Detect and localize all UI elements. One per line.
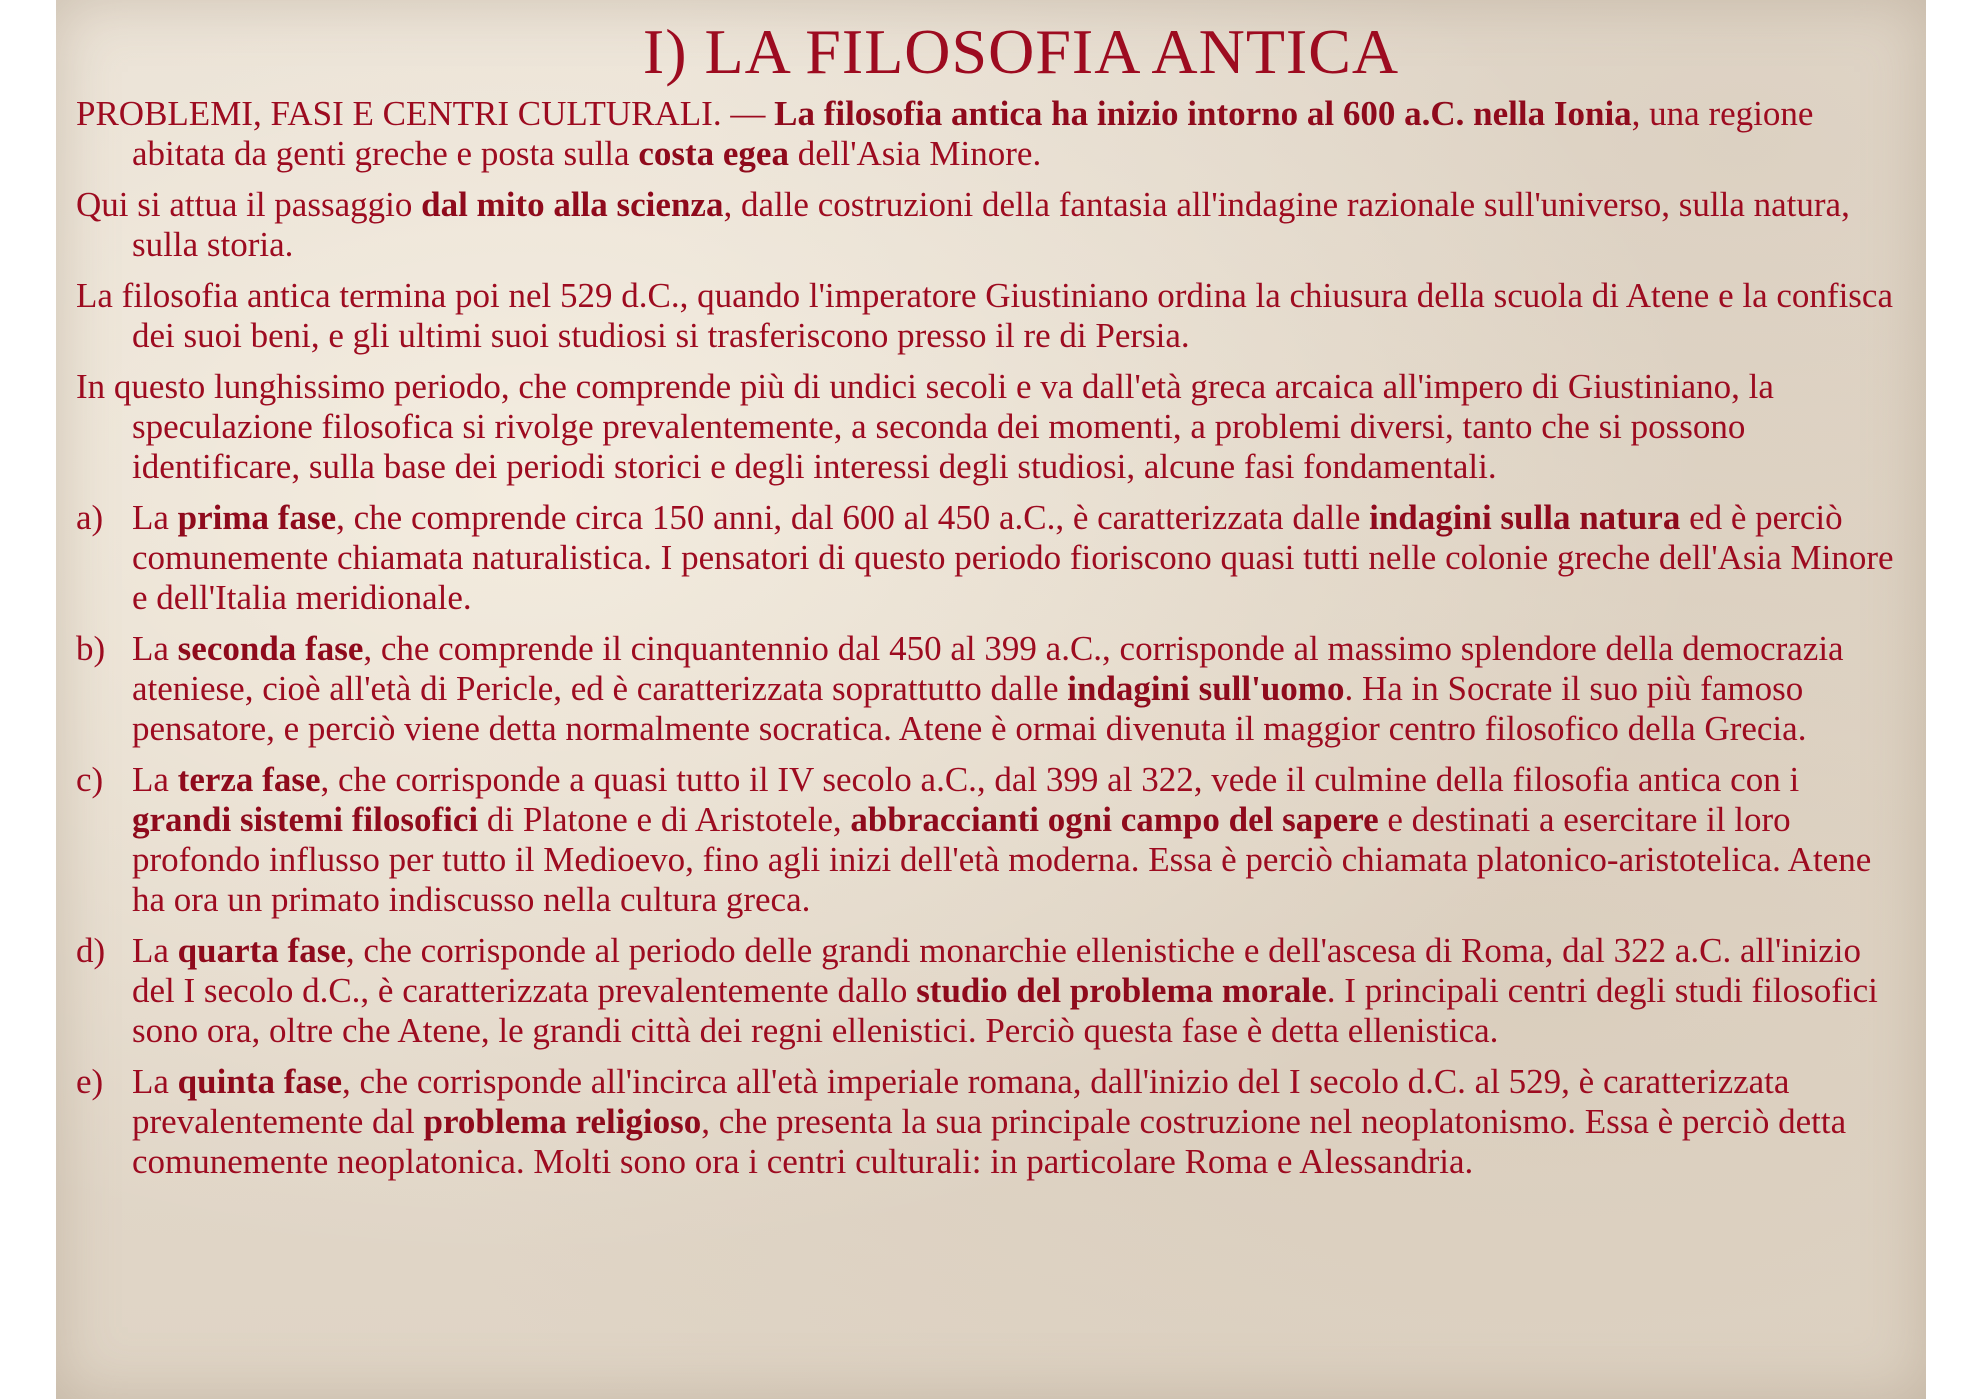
paragraph-mito-scienza bbox=[76, 185, 1906, 265]
phase-e-text-3: , che presenta la sua principale costruzione nel neoplatonismo. Essa è perciò detta comunemente neoplatonica. Molti sono ora i centri culturali: in particolare Roma e Alessandria. bbox=[132, 1102, 1847, 1181]
phase-e-text-2: , che corrisponde all'incirca all'età imperiale romana, dall'inizio del I secolo d.C. al 529, è caratterizzata prevalentemente dal bbox=[132, 1062, 1790, 1141]
phase-b-bold-2: indagini sull'uomo bbox=[1067, 669, 1345, 708]
phase-marker: d) bbox=[76, 931, 106, 970]
intro-bold-1: La filosofia antica ha inizio intorno al 600 a.C. nella Ionia bbox=[774, 94, 1632, 133]
phase-b-text-2: , che comprende il cinquantennio dal 450 al 399 a.C., corrisponde al massimo splendore della democrazia ateniese, cioè all'età di Pericle, ed è caratterizzata soprattutto dalle bbox=[132, 629, 1844, 708]
phase-marker: b) bbox=[76, 629, 106, 668]
slide-content bbox=[76, 0, 1906, 1193]
phase-c-text-4: e destinati a esercitare il loro profondo influsso per tutto il Medioevo, fino agli inizi dell'età moderna. Essa è perciò chiamata platonico-aristotelica. Atene ha ora un primato indiscusso nella cultura greca. bbox=[132, 800, 1872, 919]
intro-paragraph bbox=[76, 94, 1906, 174]
phase-a-bold-2: indagini sulla natura bbox=[1369, 498, 1681, 537]
phase-d-bold-1: quarta fase bbox=[177, 931, 346, 970]
p2-text-2: , dalle costruzioni della fantasia all'indagine razionale sull'universo, sulla natura, sulla storia. bbox=[132, 185, 1850, 264]
phase-b-bold-1: seconda fase bbox=[177, 629, 364, 668]
phase-a-text-3: ed è perciò comunemente chiamata naturalistica. I pensatori di questo periodo fioriscono quasi tutti nelle colonie greche dell'Asia Minore e dell'Italia meridionale. bbox=[132, 498, 1894, 617]
p3-text-1: La filosofia antica termina poi nel 529 d.C., quando l'imperatore Giustiniano ordina la chiusura della scuola di Atene e la confisca dei suoi beni, e gli ultimi suoi studiosi si trasferiscono presso il re di Persia. bbox=[76, 276, 1893, 355]
phase-marker: c) bbox=[76, 760, 104, 799]
phase-c-text-3: di Platone e di Aristotele, bbox=[478, 800, 851, 839]
phase-d-text-2: , che corrisponde al periodo delle grandi monarchie ellenistiche e dell'ascesa di Roma, dal 322 a.C. all'inizio del I secolo d.C., è caratterizzata prevalentemente dallo bbox=[132, 931, 1862, 1010]
phase-e-text-1: La bbox=[132, 1062, 178, 1101]
phase-item-a bbox=[76, 498, 1906, 618]
phase-c-bold-1: terza fase bbox=[177, 760, 321, 799]
page-title: I) LA FILOSOFIA ANTICA bbox=[642, 16, 1400, 87]
phase-marker: e) bbox=[76, 1062, 104, 1101]
phase-c-bold-3: abbraccianti ogni campo del sapere bbox=[850, 800, 1379, 839]
phase-item-b bbox=[76, 629, 1906, 749]
phase-c-text-1: La bbox=[132, 760, 178, 799]
intro-bold-2: costa egea bbox=[638, 134, 789, 173]
p4-text-1: In questo lunghissimo periodo, che comprende più di undici secoli e va dall'età greca arcaica all'impero di Giustiniano, la speculazione filosofica si rivolge prevalentemente, a seconda dei momenti, a problemi diversi, tanto che si possono identificare, sulla base dei periodi storici e degli interessi degli studiosi, alcune fasi fondamentali. bbox=[76, 367, 1774, 486]
phase-b-text-1: La bbox=[132, 629, 178, 668]
phase-d-text-1: La bbox=[132, 931, 178, 970]
phase-item-e bbox=[76, 1062, 1906, 1182]
phase-a-bold-1: prima fase bbox=[177, 498, 337, 537]
intro-heading: PROBLEMI, FASI E CENTRI CULTURALI. — bbox=[76, 94, 775, 133]
p2-bold-1: dal mito alla scienza bbox=[421, 185, 724, 224]
phase-d-bold-2: studio del problema morale bbox=[916, 971, 1327, 1010]
parchment-page bbox=[56, 0, 1926, 1399]
phase-c-text-2: , che corrisponde a quasi tutto il IV secolo a.C., dal 399 al 322, vede il culmine della filosofia antica con i bbox=[320, 760, 1800, 799]
phase-c-bold-2: grandi sistemi filosofici bbox=[132, 800, 479, 839]
paragraph-fine-filosofia bbox=[76, 276, 1906, 356]
phase-d-text-3: . I principali centri degli studi filosofici sono ora, oltre che Atene, le grandi città dei regni ellenistici. Perciò questa fase è detta ellenistica. bbox=[132, 971, 1878, 1050]
phase-a-text-1: La bbox=[132, 498, 178, 537]
intro-text-1: , una regione abitata da genti greche e posta sulla bbox=[132, 94, 1814, 173]
phase-item-d bbox=[76, 931, 1906, 1051]
p2-text-1: Qui si attua il passaggio bbox=[76, 185, 422, 224]
paragraph-periodo bbox=[76, 367, 1906, 487]
phase-marker: a) bbox=[76, 498, 104, 537]
intro-text-2: dell'Asia Minore. bbox=[788, 134, 1042, 173]
phase-b-text-3: . Ha in Socrate il suo più famoso pensatore, e perciò viene detta normalmente socratica. Atene è ormai divenuta il maggior centro filosofico della Grecia. bbox=[132, 669, 1807, 748]
phase-e-bold-1: quinta fase bbox=[177, 1062, 343, 1101]
phase-a-text-2: , che comprende circa 150 anni, dal 600 al 450 a.C., è caratterizzata dalle bbox=[336, 498, 1370, 537]
phase-e-bold-2: problema religioso bbox=[423, 1102, 702, 1141]
phase-item-c bbox=[76, 760, 1906, 920]
